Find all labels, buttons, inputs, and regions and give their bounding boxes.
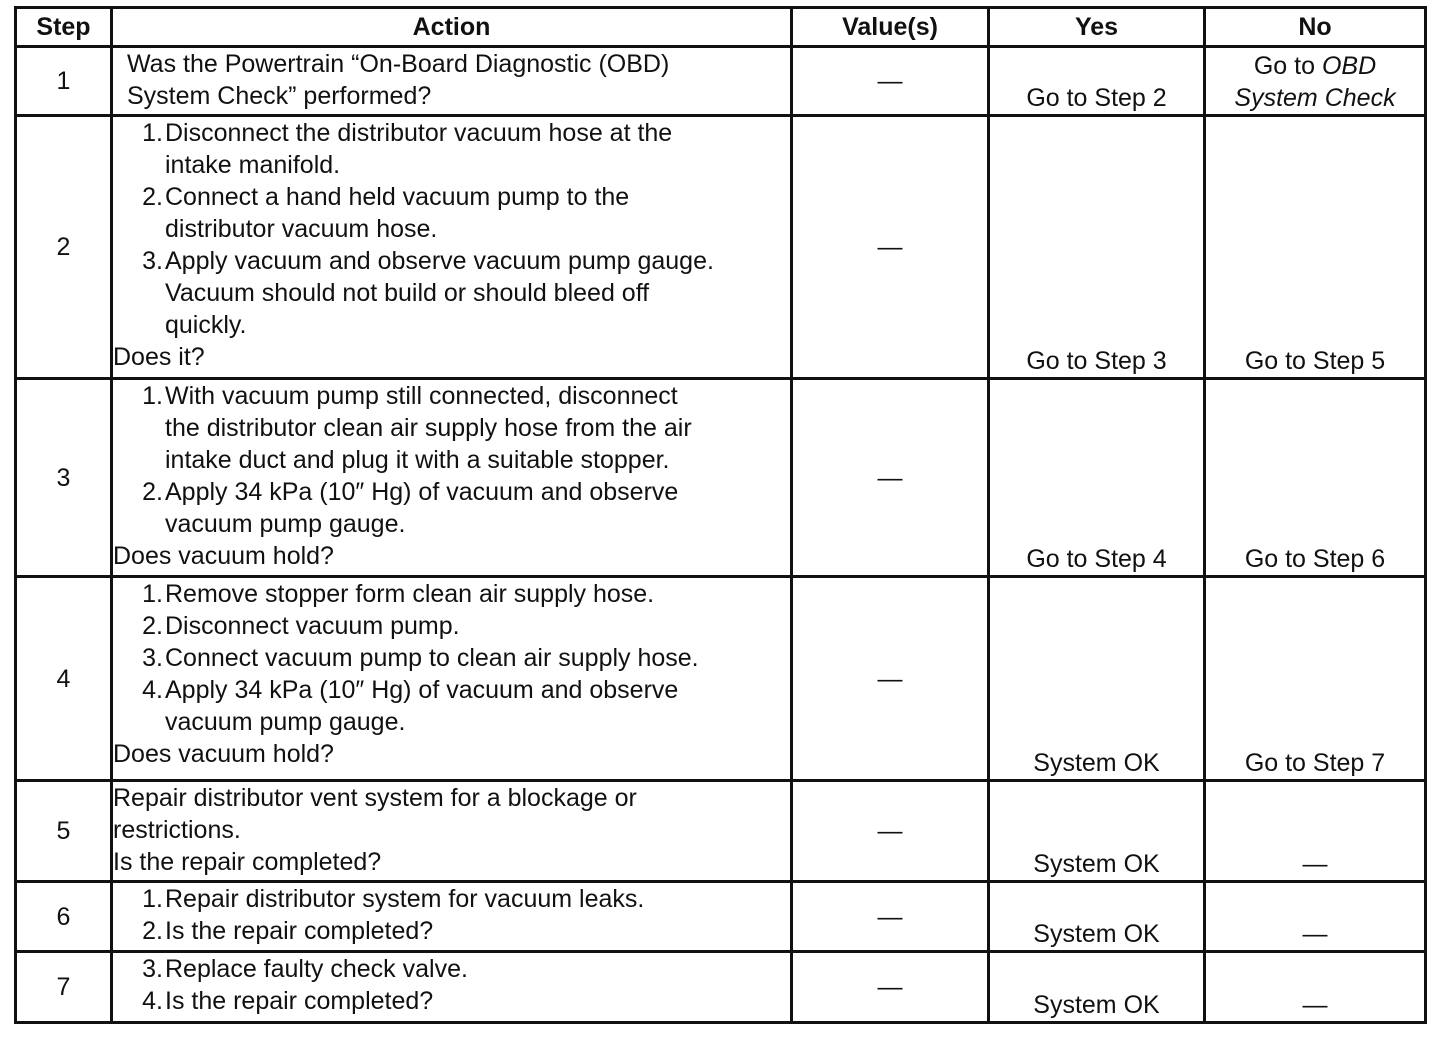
yes-cell: System OK <box>989 952 1205 1023</box>
action-step-text: vacuum pump gauge. <box>165 510 406 538</box>
yes-cell: Go to Step 3 <box>989 116 1205 379</box>
action-cell <box>112 781 792 882</box>
action-steps <box>113 117 790 341</box>
no-cell-prefix: Go to <box>1253 52 1322 80</box>
step-number: 2 <box>16 116 112 379</box>
action-step-number: 1. <box>142 382 163 410</box>
table-row <box>16 577 1426 781</box>
action-step-text: With vacuum pump still connected, disconnect <box>165 382 678 410</box>
table-row <box>16 882 1426 952</box>
action-text: restrictions. <box>113 816 241 844</box>
table-row <box>16 952 1426 1023</box>
action-step <box>113 953 790 985</box>
action-step <box>113 883 790 915</box>
header-row <box>16 8 1426 47</box>
step-number: 6 <box>16 882 112 952</box>
no-cell-line: System Check <box>1234 84 1396 112</box>
action-text: Was the Powertrain “On-Board Diagnostic (OBD) <box>127 50 670 78</box>
action-step-number: 1. <box>142 885 163 913</box>
action-step-text: Is the repair completed? <box>165 987 434 1015</box>
action-step-number: 2. <box>142 183 163 211</box>
action-step <box>113 117 790 181</box>
header-yes: Yes <box>989 8 1205 47</box>
action-step-text: Vacuum should not build or should bleed off <box>165 279 650 307</box>
action-step-number: 1. <box>142 119 163 147</box>
table-row <box>16 116 1426 379</box>
action-step-text: Is the repair completed? <box>165 917 434 945</box>
no-cell: — <box>1205 952 1426 1023</box>
value-cell: — <box>792 116 989 379</box>
no-cell <box>1205 47 1426 116</box>
step-number: 1 <box>16 47 112 116</box>
step-number: 7 <box>16 952 112 1023</box>
action-step-text: Apply 34 kPa (10″ Hg) of vacuum and observe <box>165 478 679 506</box>
action-step <box>113 674 790 738</box>
action-question: Does it? <box>113 343 205 371</box>
action-cell <box>112 47 792 116</box>
action-step-number: 3. <box>142 955 163 983</box>
action-step-text: Connect a hand held vacuum pump to the <box>165 183 630 211</box>
diagnostic-table <box>14 6 1427 1024</box>
header-values: Value(s) <box>792 8 989 47</box>
action-step-text: Remove stopper form clean air supply hose. <box>165 580 655 608</box>
action-cell <box>112 379 792 577</box>
action-step-number: 3. <box>142 247 163 275</box>
action-question: Is the repair completed? <box>113 848 382 876</box>
no-cell: Go to Step 6 <box>1205 379 1426 577</box>
action-cell <box>112 116 792 379</box>
action-step-number: 1. <box>142 580 163 608</box>
yes-cell: Go to Step 4 <box>989 379 1205 577</box>
action-step-text: distributor vacuum hose. <box>165 215 438 243</box>
action-step-text: quickly. <box>165 311 247 339</box>
action-step-text: vacuum pump gauge. <box>165 708 406 736</box>
action-step-number: 2. <box>142 917 163 945</box>
header-action: Action <box>112 8 792 47</box>
action-steps <box>113 380 790 540</box>
table-row <box>16 47 1426 116</box>
no-cell: Go to Step 5 <box>1205 116 1426 379</box>
action-step <box>113 578 790 610</box>
action-question: Does vacuum hold? <box>113 740 334 768</box>
no-cell: — <box>1205 882 1426 952</box>
action-text: System Check” performed? <box>127 82 432 110</box>
action-steps <box>113 883 790 947</box>
action-step-text: Repair distributor system for vacuum leaks. <box>165 885 645 913</box>
action-step <box>113 610 790 642</box>
step-number: 5 <box>16 781 112 882</box>
no-cell-line <box>1206 50 1424 82</box>
action-steps <box>113 953 790 1017</box>
value-cell: — <box>792 577 989 781</box>
action-step-text: Apply 34 kPa (10″ Hg) of vacuum and observe <box>165 676 679 704</box>
no-cell: — <box>1205 781 1426 882</box>
value-cell: — <box>792 882 989 952</box>
table-row <box>16 781 1426 882</box>
action-cell <box>112 882 792 952</box>
action-step-text: Connect vacuum pump to clean air supply hose. <box>165 644 699 672</box>
action-step-number: 4. <box>142 987 163 1015</box>
action-step <box>113 245 790 341</box>
header-no: No <box>1205 8 1426 47</box>
yes-cell: System OK <box>989 882 1205 952</box>
action-step-number: 2. <box>142 612 163 640</box>
action-step-text: the distributor clean air supply hose from the air <box>165 414 692 442</box>
table-row <box>16 379 1426 577</box>
action-text: Repair distributor vent system for a blockage or <box>113 784 637 812</box>
value-cell: — <box>792 781 989 882</box>
yes-cell: System OK <box>989 577 1205 781</box>
action-step <box>113 380 790 476</box>
action-step-number: 2. <box>142 478 163 506</box>
action-step <box>113 476 790 540</box>
yes-cell: System OK <box>989 781 1205 882</box>
action-cell <box>112 952 792 1023</box>
value-cell: — <box>792 952 989 1023</box>
action-step <box>113 985 790 1017</box>
action-step-text: Apply vacuum and observe vacuum pump gauge. <box>165 247 714 275</box>
action-step-number: 3. <box>142 644 163 672</box>
action-steps <box>113 578 790 738</box>
value-cell: — <box>792 379 989 577</box>
yes-cell: Go to Step 2 <box>989 47 1205 116</box>
action-step-text: Disconnect the distributor vacuum hose at the <box>165 119 673 147</box>
no-cell: Go to Step 7 <box>1205 577 1426 781</box>
action-step-number: 4. <box>142 676 163 704</box>
action-step-text: Replace faulty check valve. <box>165 955 468 983</box>
value-cell: — <box>792 47 989 116</box>
step-number: 3 <box>16 379 112 577</box>
header-step: Step <box>16 8 112 47</box>
action-step-text: Disconnect vacuum pump. <box>165 612 460 640</box>
action-question: Does vacuum hold? <box>113 542 334 570</box>
action-step-text: intake duct and plug it with a suitable stopper. <box>165 446 670 474</box>
action-step-text: intake manifold. <box>165 151 341 179</box>
no-cell-italic: OBD <box>1321 52 1377 80</box>
action-step <box>113 915 790 947</box>
action-cell <box>112 577 792 781</box>
step-number: 4 <box>16 577 112 781</box>
action-step <box>113 181 790 245</box>
action-step <box>113 642 790 674</box>
